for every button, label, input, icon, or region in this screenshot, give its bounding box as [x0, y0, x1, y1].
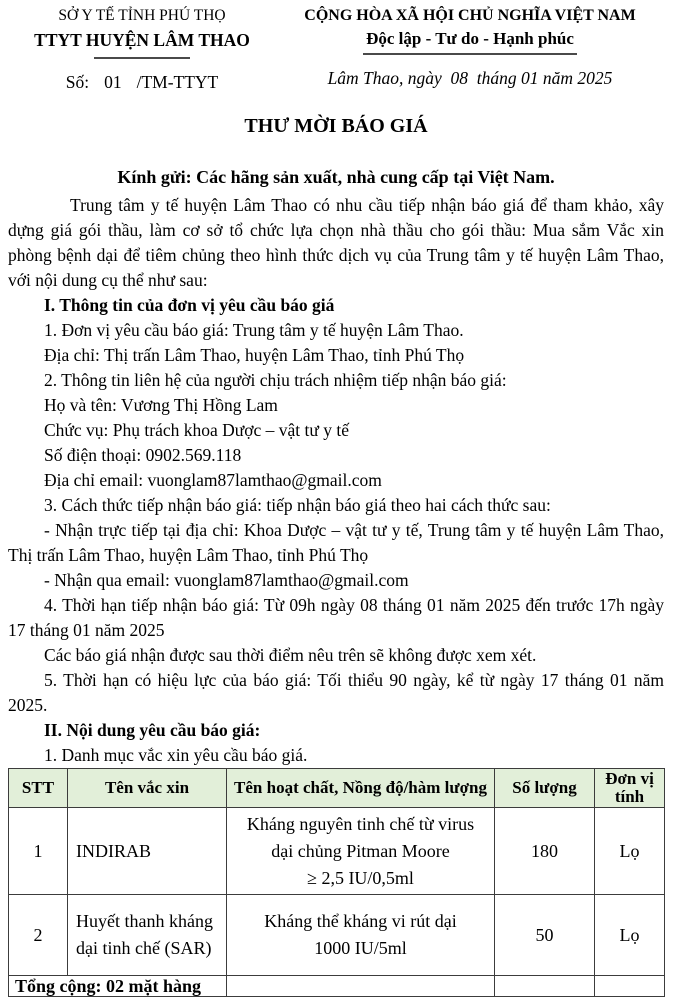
national-motto-line1: CỘNG HÒA XÃ HỘI CHỦ NGHĨA VIỆT NAM	[304, 7, 636, 24]
col-header-quantity: Số lượng	[495, 769, 595, 808]
table-row	[9, 808, 665, 895]
col-header-stt: STT	[9, 769, 68, 808]
letter-line: Họ và tên: Vương Thị Hồng Lam	[44, 395, 278, 415]
table-header-row	[9, 769, 665, 808]
document-number-value: 01	[104, 72, 122, 92]
letter-line: 2. Thông tin liên hệ của người chịu trách nhiệm tiếp nhận báo giá:	[44, 370, 507, 390]
place-date-line: Lâm Thao, ngày 08 tháng 01 năm 2025	[327, 68, 613, 88]
document-number-suffix: /TM-TTYT	[136, 72, 219, 92]
substance-line: Kháng thể kháng vi rút dại	[264, 911, 457, 931]
vaccine-name-line: dại tinh chế (SAR)	[76, 938, 212, 958]
letter-line: - Nhận trực tiếp tại địa chỉ: Khoa Dược – vật tư y tế, Trung tâm y tế huyện Lâm Thao, Thị trấn Lâm Thao, huyện Lâm Thao, tỉnh Phú Thọ	[8, 520, 664, 565]
letter-line: Chức vụ: Phụ trách khoa Dược – vật tư y tế	[44, 420, 350, 440]
cell-stt: 1	[9, 808, 68, 895]
substance-line: 1000 IU/5ml	[314, 938, 407, 958]
empty-cell	[227, 976, 495, 997]
substance-line: Kháng nguyên tinh chế từ virus	[246, 813, 475, 834]
table-row	[9, 895, 665, 976]
intro-paragraph: Trung tâm y tế huyện Lâm Thao có nhu cầu tiếp nhận báo giá để tham khảo, xây dựng giá gói thầu, làm cơ sở tổ chức lựa chọn nhà thầu cho gói thầu: Mua sắm Vắc xin phòng bệnh dại để tiêm chủng theo hình thức dịch vụ của Trung tâm y tế huyện Lâm Thao, với nội dung cụ thể như sau:	[8, 195, 664, 290]
letter-line: 3. Cách thức tiếp nhận báo giá: tiếp nhận báo giá theo hai cách thức sau:	[44, 495, 551, 515]
empty-cell	[495, 976, 595, 997]
letter-line: 1. Đơn vị yêu cầu báo giá: Trung tâm y tế huyện Lâm Thao.	[44, 320, 464, 340]
letter-line: Địa chỉ: Thị trấn Lâm Thao, huyện Lâm Thao, tỉnh Phú Thọ	[44, 345, 465, 365]
vaccine-name-line: Huyết thanh kháng	[76, 911, 213, 931]
table-total-row	[9, 976, 665, 997]
cell-unit: Lọ	[595, 808, 665, 895]
section2-heading: II. Nội dung yêu cầu báo giá:	[44, 720, 261, 740]
cell-quantity: 50	[495, 895, 595, 976]
section1-heading: I. Thông tin của đơn vị yêu cầu báo giá	[44, 295, 335, 315]
org-name-underline	[94, 57, 190, 59]
letter-body	[8, 193, 664, 768]
col-header-unit: Đơn vị tính	[595, 769, 665, 808]
vaccine-table	[8, 768, 665, 997]
substance-line: ≥ 2,5 IU/0,5ml	[307, 867, 414, 888]
letterhead-right	[276, 4, 664, 94]
total-label: Tổng cộng: 02 mặt hàng	[9, 976, 227, 997]
cell-stt: 2	[9, 895, 68, 976]
col-header-substance: Tên hoạt chất, Nồng độ/hàm lượng	[227, 769, 495, 808]
cell-unit: Lọ	[595, 895, 665, 976]
empty-cell	[595, 976, 665, 997]
letterhead	[8, 4, 664, 94]
cell-substance	[227, 808, 495, 895]
document-number-line	[8, 70, 276, 94]
org-name: TTYT HUYỆN LÂM THAO	[34, 30, 250, 50]
col-header-vaccine-name: Tên vắc xin	[68, 769, 227, 808]
salutation-line: Kính gửi: Các hãng sản xuất, nhà cung cấp tại Việt Nam.	[117, 167, 555, 187]
document-title: THƯ MỜI BÁO GIÁ	[244, 115, 428, 137]
vaccine-name-line: INDIRAB	[76, 840, 151, 861]
letterhead-left	[8, 4, 276, 94]
letter-line: Số điện thoại: 0902.569.118	[44, 445, 242, 465]
document-number-label: Số:	[65, 72, 90, 92]
cell-quantity: 180	[495, 808, 595, 895]
national-motto-line2: Độc lập - Tư do - Hạnh phúc	[363, 28, 577, 55]
letter-line: 4. Thời hạn tiếp nhận báo giá: Từ 09h ngày 08 tháng 01 năm 2025 đến trước 17h ngày 17 tháng 01 năm 2025	[8, 595, 664, 640]
section2-intro-line: 1. Danh mục vắc xin yêu cầu báo giá.	[44, 745, 308, 765]
letter-line: - Nhận qua email: vuonglam87lamthao@gmail.com	[44, 570, 409, 590]
substance-line: dại chủng Pitman Moore	[271, 840, 450, 861]
letter-line: Các báo giá nhận được sau thời điểm nêu trên sẽ không được xem xét.	[44, 645, 537, 665]
cell-vaccine-name	[68, 808, 227, 895]
cell-vaccine-name	[68, 895, 227, 976]
cell-substance	[227, 895, 495, 976]
letter-line: 5. Thời hạn có hiệu lực của báo giá: Tối thiểu 90 ngày, kể từ ngày 17 tháng 01 năm 2025.	[8, 670, 664, 715]
letter-line: Địa chỉ email: vuonglam87lamthao@gmail.com	[44, 470, 382, 490]
parent-org-name: SỞ Y TẾ TỈNH PHÚ THỌ	[58, 7, 226, 24]
